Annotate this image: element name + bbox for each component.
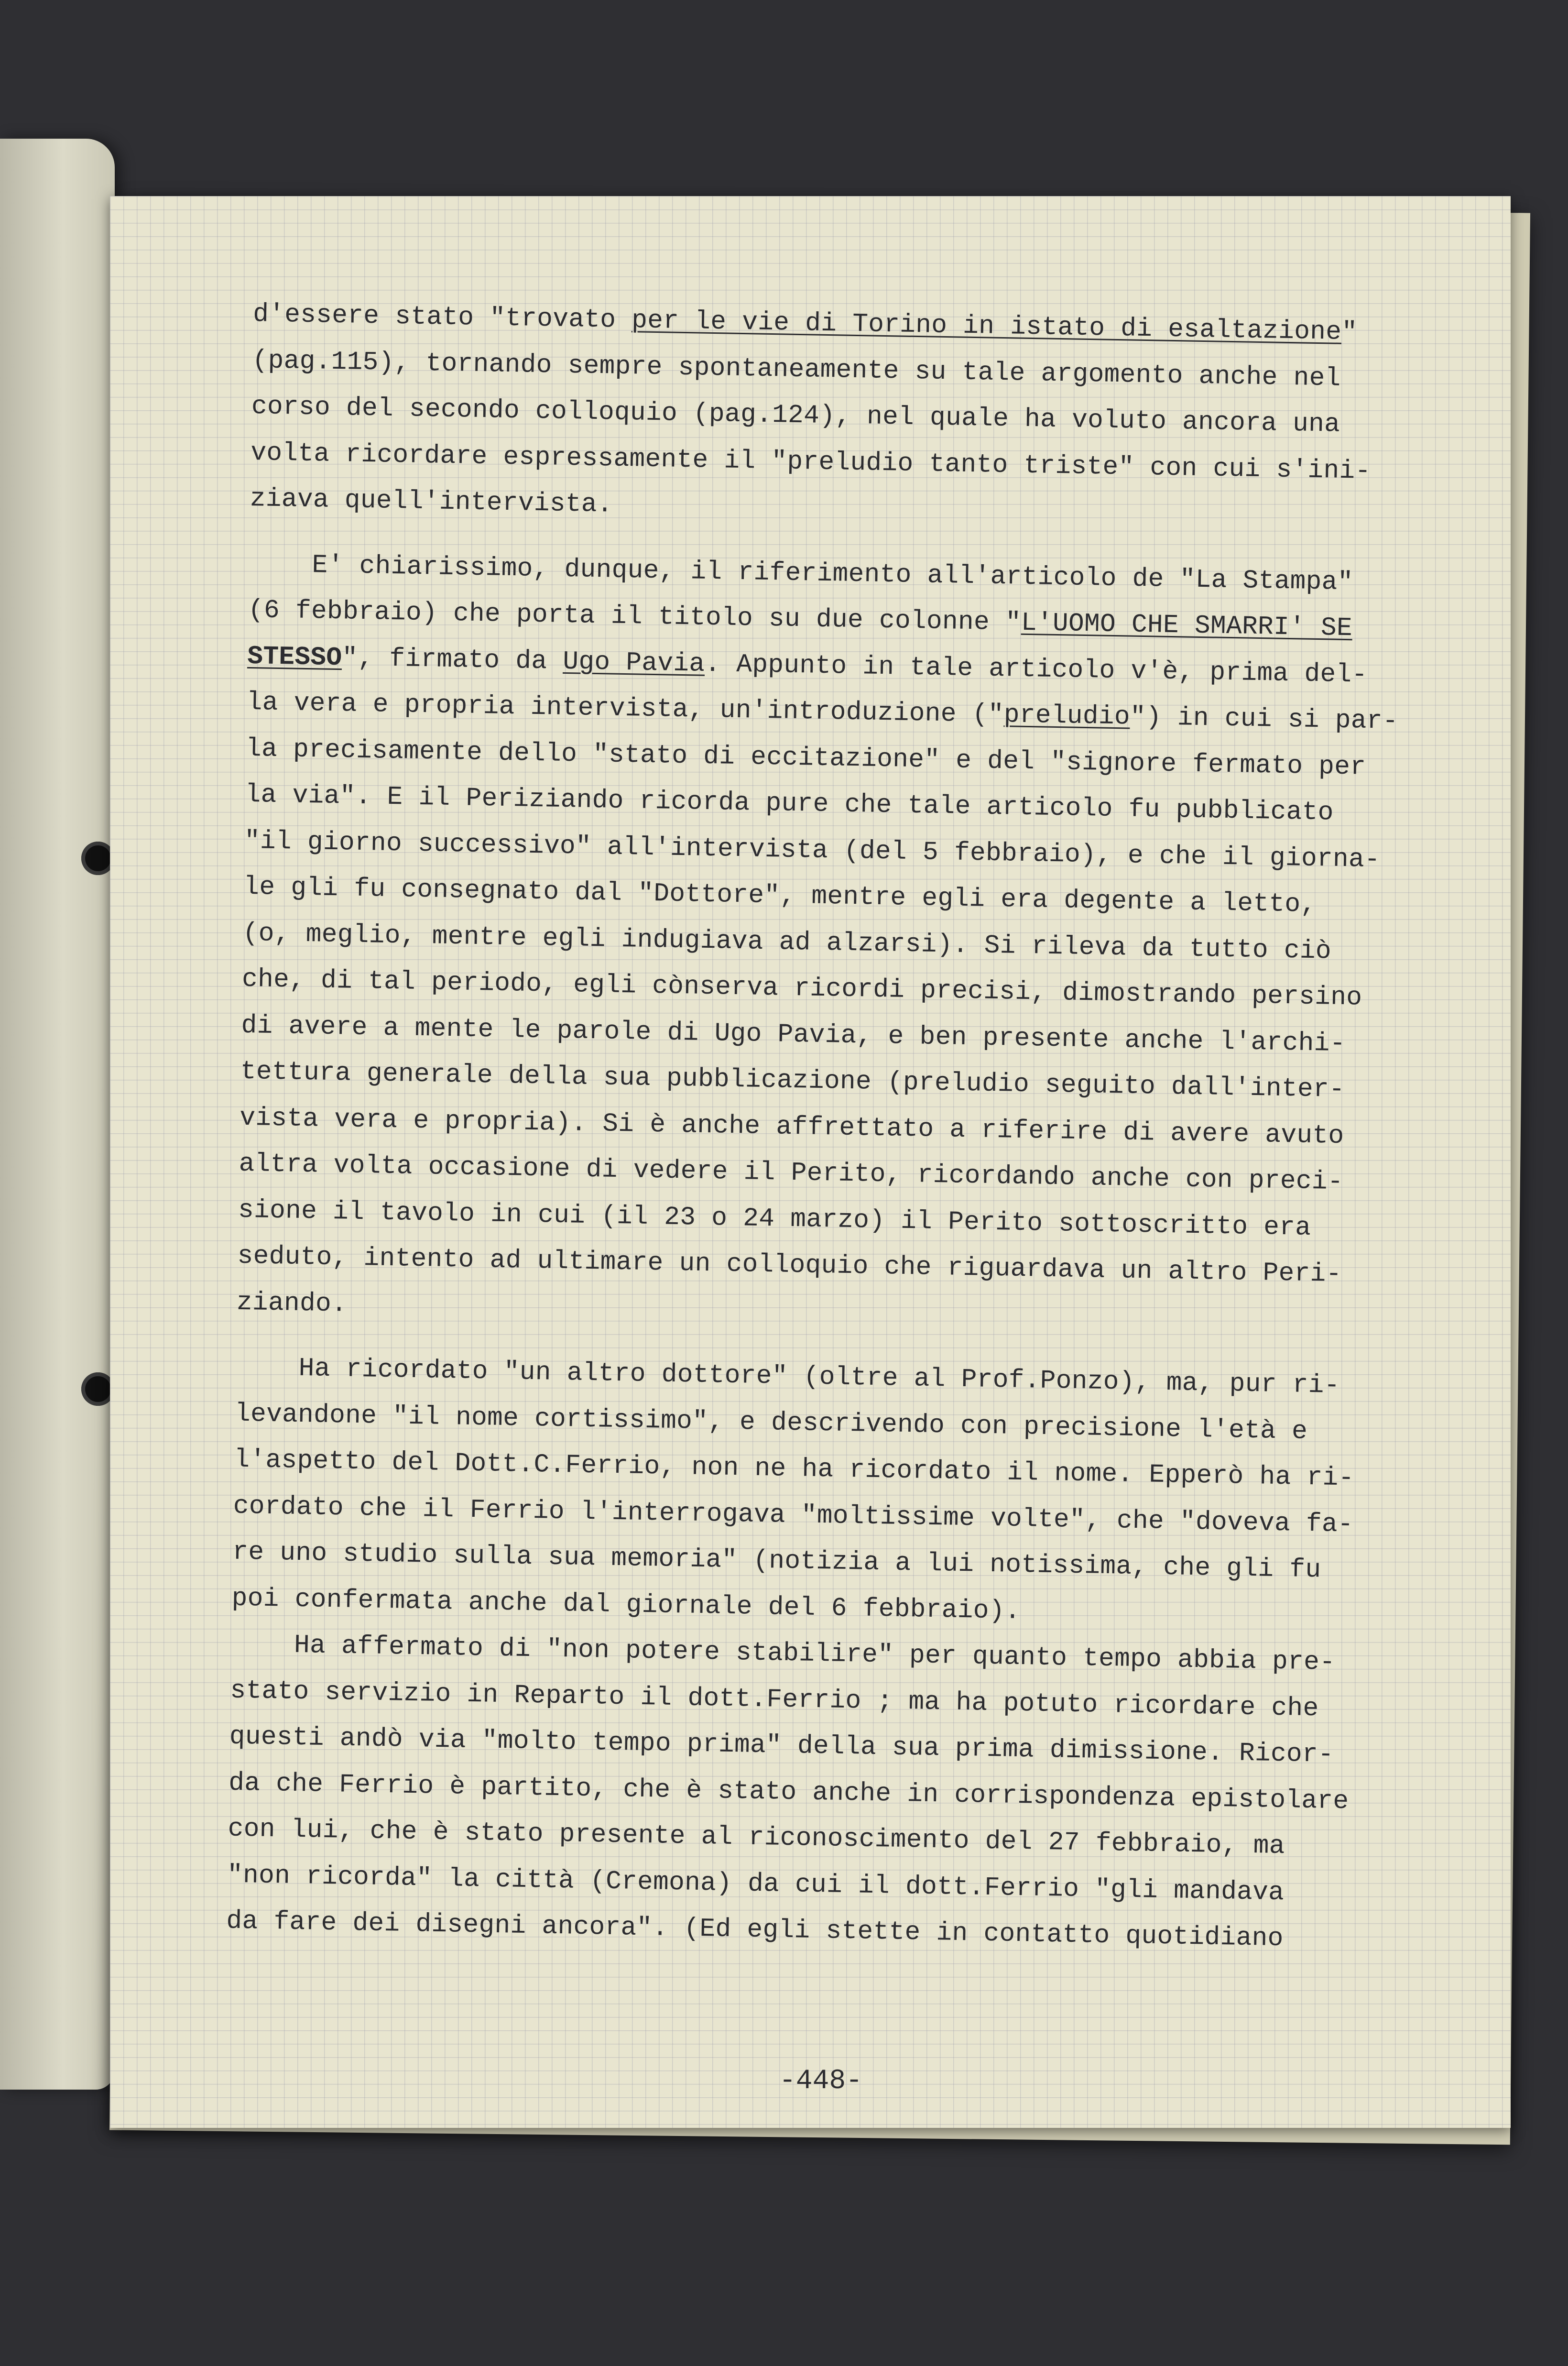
preludio-word: preludio — [1003, 701, 1131, 732]
article-title-part2: STESSO — [247, 642, 342, 673]
text-line: tettura generale della sua pubblicazione (preludio seguito dall'inter- — [240, 1057, 1345, 1105]
text-line: vista vera e propria). Si è anche affrettato a riferire di avere avuto — [239, 1103, 1344, 1151]
author-name: Ugo Pavia — [562, 647, 705, 679]
text-line: la via". E il Periziando ricorda pure che tale articolo fu pubblicato — [245, 780, 1334, 828]
page-number: -448- — [779, 2066, 863, 2097]
text-line: da fare dei disegni ancora". (Ed egli stette in contatto quotidiano — [226, 1906, 1284, 1954]
text-line: volta ricordare espressamente il "preludio tanto triste" con cui s'ini- — [250, 438, 1371, 486]
text-line: stato servizio in Reparto il dott.Ferrio ; ma ha potuto ricordare che — [229, 1676, 1319, 1723]
previous-page-edge — [0, 139, 115, 2090]
text-line: da che Ferrio è partito, che è stato anche in corrispondenza epistolare — [228, 1768, 1349, 1816]
text-line: la vera e propria intervista, un'introduzione ("preludio") in cui si par- — [246, 688, 1399, 736]
text-line: questi andò via "molto tempo prima" della sua prima dimissione. Ricor- — [229, 1722, 1334, 1770]
text-line: l'aspetto del Dott.C.Ferrio, non ne ha ricordato il nome. Epperò ha ri- — [233, 1445, 1355, 1493]
text-line: poi confermata anche dal giornale del 6 febbraio). — [231, 1584, 1021, 1626]
text-line: E' chiarissimo, dunque, il riferimento all'articolo de "La Stampa" — [249, 549, 1354, 597]
text-line: (pag.115), tornando sempre spontaneamente su tale argomento anche nel — [252, 346, 1341, 394]
text-line: seduto, intento ad ultimare un colloquio che riguardava un altro Peri- — [237, 1241, 1342, 1290]
text-line: cordato che il Ferrio l'interrogava "moltissime volte", che "doveva fa- — [233, 1491, 1354, 1539]
text-line: ziava quell'intervista. — [250, 484, 613, 520]
text-line: con lui, che è stato presente al riconoscimento del 27 febbraio, ma — [228, 1814, 1285, 1862]
text-line: le gli fu consegnato dal "Dottore", mentre egli era degente a letto, — [243, 872, 1317, 920]
text-line: corso del secondo colloquio (pag.124), nel quale ha voluto ancora una — [251, 392, 1340, 439]
text-line: Ha affermato di "non potere stabilire" per quanto tempo abbia pre- — [230, 1630, 1336, 1677]
page-text — [226, 292, 1482, 1965]
text-line: che, di tal periodo, egli cònserva ricordi precisi, dimostrando persino — [241, 964, 1362, 1013]
typewritten-page — [110, 196, 1511, 2128]
text-line: (6 febbraio) che porta il titolo su due colonne "L'UOMO CHE SMARRI' SE — [248, 595, 1353, 644]
text-line: levandone "il nome cortissimo", e descrivendo con precisione l'età e — [234, 1399, 1308, 1446]
text-line: d'essere stato "trovato per le vie di Torino in istato di esaltazione" — [252, 299, 1358, 348]
text-line: re uno studio sulla sua memoria" (notizia a lui notissima, che gli fu — [232, 1537, 1321, 1585]
text-line: "il giorno successivo" all'intervista (del 5 febbraio), e che il giorna- — [244, 826, 1381, 875]
text-line: la precisamente dello "stato di eccitazione" e del "signore fermato per — [245, 734, 1366, 782]
text-line: STESSO", firmato da Ugo Pavia. Appunto in tale articolo v'è, prima del- — [247, 642, 1368, 690]
text-line: di avere a mente le parole di Ugo Pavia, e ben presente anche l'archi- — [241, 1011, 1346, 1059]
text-line: altra volta occasione di vedere il Perito, ricordando anche con preci- — [239, 1149, 1344, 1197]
text-line: (o, meglio, mentre egli indugiava ad alzarsi). Si rileva da tutto ciò — [242, 919, 1332, 966]
article-title-part1: L'UOMO CHE SMARRI' SE — [1021, 608, 1353, 644]
text-line: sione il tavolo in cui (il 23 o 24 marzo) il Perito sottoscritto era — [238, 1195, 1311, 1243]
underlined-phrase: per le vie di Torino in istato di esaltazione — [631, 306, 1342, 347]
text-line: "non ricorda" la città (Cremona) da cui il dott.Ferrio "gli mandava — [227, 1861, 1285, 1907]
text-line: ziando. — [236, 1288, 348, 1319]
text-line: Ha ricordato "un altro dottore" (oltre al Prof.Ponzo), ma, pur ri- — [235, 1353, 1340, 1401]
